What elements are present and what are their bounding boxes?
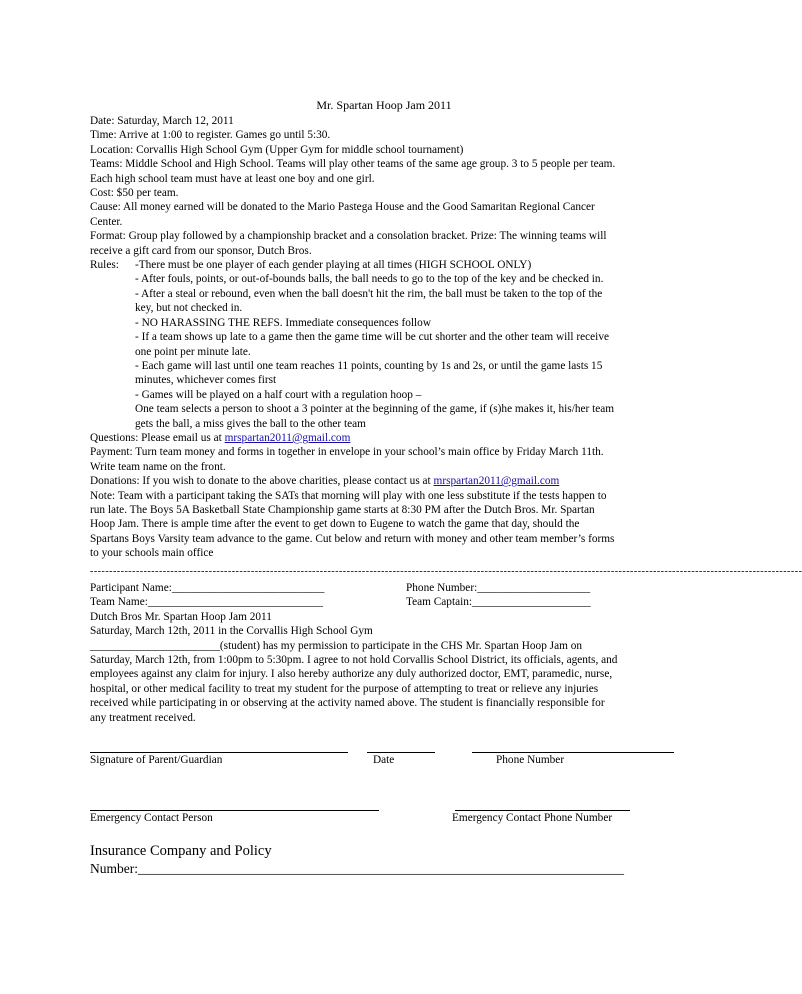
emergency-phone-line[interactable] [455,810,630,811]
rule-item: - After fouls, points, or out-of-bounds balls, the ball needs to go to the top of the key and be checked in. [135,273,604,286]
cause-line-2: Center. [90,215,123,228]
cut-line: ------------------------------------------------------------------------------------------------------------------------------------------------------------------------------------------ [90,566,802,577]
permission-text: Saturday, March 12th, from 1:00pm to 5:30pm. I agree to not hold Corvallis School District, its officials, agents, and [90,654,618,667]
rule-item: key, but not checked in. [135,302,243,315]
parent-signature-line[interactable] [90,752,348,753]
permission-text: employees against any claim for injury. I also hereby authorize any duly authorized doctor, EMT, paramedic, nurse, [90,668,613,681]
rule-item: - If a team shows up late to a game then the game time will be cut shorter and the other team will receive [135,331,609,344]
note-line: run late. The Boys 5A Basketball State Championship game starts at 8:30 PM after the Dutch Bros. Mr. Spartan [90,503,595,516]
note-line: Hoop Jam. There is ample time after the event to get down to Eugene to watch the game that day, should the [90,518,580,531]
rule-item: - Games will be played on a half court with a regulation hoop – [135,388,422,401]
questions-email-link[interactable]: mrspartan2011@gmail.com [224,431,351,444]
teams-line: Teams: Middle School and High School. Teams will play other teams of the same age group. 3 to 5 people per team. [90,158,616,171]
permission-text: hospital, or other medical facility to treat my student for the purpose of attempting to treat or relieve any injuries [90,682,599,695]
donations-text: Donations: If you wish to donate to the above charities, please contact us at [90,475,434,488]
rule-item: - After a steal or rebound, even when the ball doesn't hit the rim, the ball must be taken to the top of the [135,287,603,300]
donations-email-link[interactable]: mrspartan2011@gmail.com [433,475,560,488]
payment-line: Payment: Turn team money and forms in together in envelope in your school’s main office by Friday March 11th. [90,446,604,459]
phone-number-label: Phone Number [496,754,565,766]
emergency-contact-line[interactable] [90,810,379,811]
emergency-contact-label: Emergency Contact Person [90,812,213,824]
date-line: Date: Saturday, March 12, 2011 [90,115,234,127]
donations-line [90,474,680,488]
team-name-field[interactable]: Team Name:_______________________________ [90,596,323,609]
rules-label: Rules: [90,259,119,272]
date-label: Date [373,754,395,766]
permission-text: _______________________(student) has my permission to participate in the CHS Mr. Spartan Hoop Jam on [90,639,582,652]
insurance-label: Insurance Company and Policy [90,843,272,859]
permission-text: received while participating in or observing at the activity named above. The student is financially responsible for [90,697,605,710]
insurance-section [90,842,624,878]
rules-first-row [90,258,680,272]
phone-number-line[interactable] [472,752,674,753]
questions-line [90,431,680,445]
payment-line-2: Write team name on the front. [90,460,226,473]
form-row [90,581,690,595]
note-line: Spartans Boys Varsity team advance to the game. Cut below and return with money and other team member’s forms [90,532,615,545]
questions-text: Questions: Please email us at [90,431,225,444]
rule-item: -There must be one player of each gender playing at all times (HIGH SCHOOL ONLY) [135,259,532,272]
format-line-2: receive a gift card from our sponsor, Dutch Bros. [90,244,312,257]
phone-number-field[interactable]: Phone Number:____________________ [406,582,591,594]
teams-line-2: Each high school team must have at least one boy and one girl. [90,172,375,185]
form-row [90,595,690,609]
rule-item: - NO HARASSING THE REFS. Immediate consequences follow [135,316,431,329]
document-title: Mr. Spartan Hoop Jam 2011 [316,98,452,112]
team-captain-field[interactable]: Team Captain:_____________________ [406,596,591,609]
event-title: Dutch Bros Mr. Spartan Hoop Jam 2011 [90,610,272,623]
policy-number-field[interactable]: Number:________________________________________________________________________ [90,861,624,876]
note-line: Note: Team with a participant taking the SATs that morning will play with one less substitute if the tests happen to [90,489,607,502]
cost-line: Cost: $50 per team. [90,187,179,200]
rule-item: minutes, whichever comes first [135,374,277,387]
parent-signature-label: Signature of Parent/Guardian [90,754,223,766]
note-line: to your schools main office [90,547,214,560]
event-date: Saturday, March 12th, 2011 in the Corvallis High School Gym [90,625,373,638]
rule-item: one point per minute late. [135,345,251,358]
participant-name-field[interactable]: Participant Name:___________________________ [90,582,325,594]
location-line: Location: Corvallis High School Gym (Upper Gym for middle school tournament) [90,143,464,156]
format-line: Format: Group play followed by a championship bracket and a consolation bracket. Prize: The winning teams will [90,230,607,243]
permission-text: any treatment received. [90,711,196,724]
date-line-field[interactable] [367,752,435,753]
rule-item: One team selects a person to shoot a 3 pointer at the beginning of the game, if (s)he makes it, his/her team [135,403,615,416]
time-line: Time: Arrive at 1:00 to register. Games go until 5:30. [90,129,331,142]
emergency-phone-label: Emergency Contact Phone Number [452,812,613,824]
event-details [90,114,680,561]
rule-item: - Each game will last until one team reaches 11 points, counting by 1s and 2s, or until the game lasts 15 [135,359,603,372]
cause-line: Cause: All money earned will be donated to the Mario Pastega House and the Good Samaritan Regional Cancer [90,201,595,214]
registration-form [90,581,690,725]
rule-item: gets the ball, a miss gives the ball to the other team [135,417,366,430]
